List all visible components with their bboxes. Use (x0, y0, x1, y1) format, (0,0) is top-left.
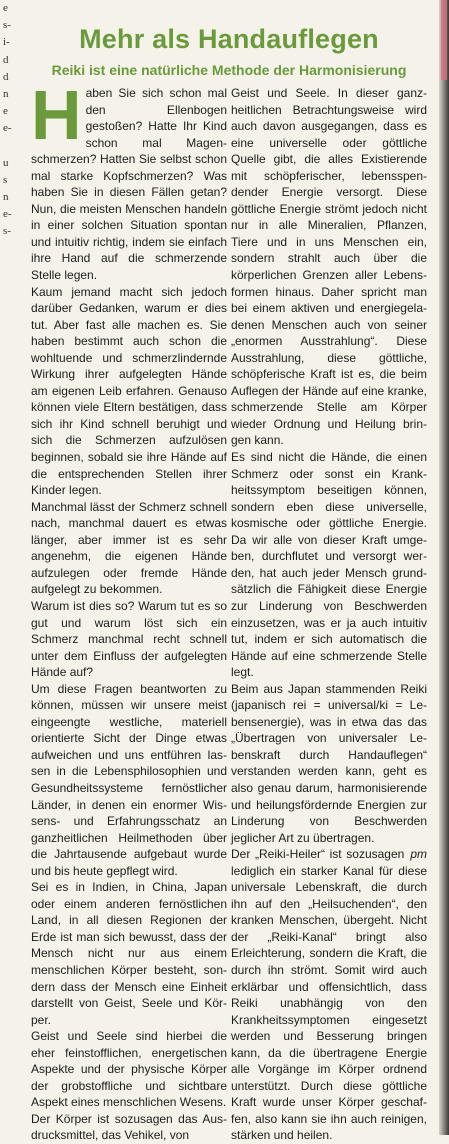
fragment: i- (3, 36, 10, 49)
drop-cap: H (31, 76, 82, 154)
paragraph: Geist und Seele sind hierbei die eher feinstofflichen, energetischen Aspekte und der physische Körper der grobstoffliche und sichtbare Aspekt eines menschlichen Wesens. (31, 1029, 227, 1110)
paragraph: Kaum jemand macht sich jedoch darüber Gedanken, warum er dies tut. Aber fast alle machen es. Sie haben bestimmt auch schon die wohltuende und schmerzlindernde Wirkung ihrer aufgelegten Hände am eigenen Leib erfahren. Genauso können viele Eltern bestätigen, dass sich ihr Kind schnell beruhigt und sich die Schmerzen aufzulösen beginnen, sobald sie ihre Hände auf die entsprechenden Stellen ihrer Kinder legen. (31, 284, 227, 498)
top-strip (230, 0, 410, 18)
fragment: d (3, 70, 9, 83)
page-edge-tab (441, 0, 447, 80)
fragment: e (3, 2, 8, 14)
fragment: n (3, 191, 9, 204)
article-column-left (31, 76, 227, 1143)
paragraph-text: Der „Reiki-Heiler“ ist sozusagen lediglich ein starker Kanal für diese universale Lebenskraft, die durch ihn auf den „Heilsuchenden“, den kranken Menschen, übergeht. Nicht der „Reiki-Kanal“ bringt also Erleichterung, sondern die Kraft, die durch ihn strömt. Somit wird auch erklärbar und offensichtlich, dass Reiki unabhängig von den Krankheitssymptomen eingesetzt werden und Besserung bringen kann, da die übertragene Energie alle Vorgänge im Körper ordnend unterstützt. Durch diese göttliche Kraft wurde unser Körper geschaffen, also kann sie ihn auch reinigen, stärken und heilen. (231, 847, 427, 1143)
paragraph: aben Sie sich schon mal den Ellenbogen gestoßen? Hatte Ihr Kind schon mal Magenschmerzen? Hatten Sie selbst schon mal starke Kopfschmerzen? Was haben Sie in diesen Fällen getan? Nun, die meisten Menschen handeln in einer solchen Situation spontan und intuitiv richtig, indem sie einfach ihre Hand auf die schmerzende Stelle legen. (31, 86, 227, 283)
fragment: d (3, 53, 9, 66)
article-column-right (231, 85, 427, 1143)
fragment: s- (3, 225, 11, 238)
paragraph: Sei es in Indien, in China, Japan oder einem anderen fernöstlichen Land, in all diesen Regionen der Erde ist man sich bewusst, dass der Mensch nicht nur aus einem menschlichen Körper besteht, sondern dass der Mensch eine Einheit darstellt von Geist, Seele und Körper. (31, 880, 227, 1027)
fragment: e (3, 105, 8, 118)
fragment (3, 138, 23, 155)
fragment: e- (3, 122, 12, 135)
article-title: Mehr als Handauflegen (79, 24, 379, 54)
fragment: e- (3, 208, 12, 221)
fragment: n (3, 87, 9, 100)
paragraph-final (231, 846, 427, 1144)
paragraph: Um diese Fragen beantworten zu können, müssen wir unsere meist eingeengte westliche, materiell orientierte Sicht der Dinge etwas aufweichen und uns entführen lassen in die Lebensphilosophien und Gesundheitssysteme fernöstlicher Länder, in denen ein enormer Wissens- und Erfahrungsschatz an ganzheitlichen Heilmethoden über die Jahrtausende aufgebaut wurde und bis heute gepflegt wird. (31, 681, 227, 878)
page-edge (439, 0, 449, 1135)
author-signature: pm (410, 847, 427, 862)
paragraph: Beim aus Japan stammenden Reiki (japanisch rei = universal/ki = Lebensenergie), was in etwa das das „Übertragen von universaler Lebenskraft durch Handauflegen“ verstanden werden kann, geht es also genau darum, harmonisierende und heilungsfördernde Energien zur Linderung von Beschwerden jeglicher Art zu übertragen. (231, 681, 427, 845)
article-subtitle: Reiki ist eine natürliche Methode der Harmonisierung (51, 62, 407, 78)
paragraph: Geist und Seele. In dieser ganzheitlichen Betrachtungsweise wird auch davon ausgegangen, dass es eine universelle oder göttliche Quelle gibt, die alles Existierende mit schöpferischer, lebensspendender Energie versorgt. Diese göttliche Energie strömt jedoch nicht nur in alle Mineralien, Pflanzen, Tiere und in uns Menschen ein, sondern strahlt auch über die körperlichen Grenzen aller Lebensformen hinaus. Daher spricht man bei einem aktiven und energiegeladenen Menschen auch von seiner „enormen Ausstrahlung“. Diese Ausstrahlung, diese göttliche, schöpferische Kraft ist es, die beim Auflegen der Hände auf eine kranke, schmerzende Stelle am Körper wieder Ordnung und Heilung bringen kann. (231, 86, 427, 448)
paragraph: Es sind nicht die Hände, die einen Schmerz oder sonst ein Krankheitssymptom beseitigen können, sondern eben diese universelle, kosmische oder göttliche Energie. Da wir alle von dieser Kraft umgeben, durchflutet und versorgt werden, hat auch jeder Mensch grundsätzlich die Fähigkeit diese Energie zur Linderung von Beschwerden einzusetzen, was er ja auch intuitiv tut, indem er sich automatisch die Hände auf eine schmerzende Stelle legt. (231, 450, 427, 680)
fragment: u (3, 156, 9, 169)
fragment: s (3, 173, 8, 186)
paragraph: Manchmal lässt der Schmerz schnell nach, manchmal dauert es etwas länger, aber immer ist es sehr angenehm, die eigenen Hände aufzulegen oder fremde Hände aufgelegt zu bekommen. (31, 499, 227, 597)
fragment: s- (3, 19, 11, 32)
neighbouring-column-fragments (0, 0, 23, 238)
paragraph: Der Körper ist sozusagen das Ausdrucksmittel, das Vehikel, von (31, 1111, 227, 1143)
paragraph: Warum ist dies so? Warum tut es so gut und warum löst sich ein Schmerz manchmal recht schnell unter dem Einfluss der aufgelegten Hände auf? (31, 598, 227, 680)
